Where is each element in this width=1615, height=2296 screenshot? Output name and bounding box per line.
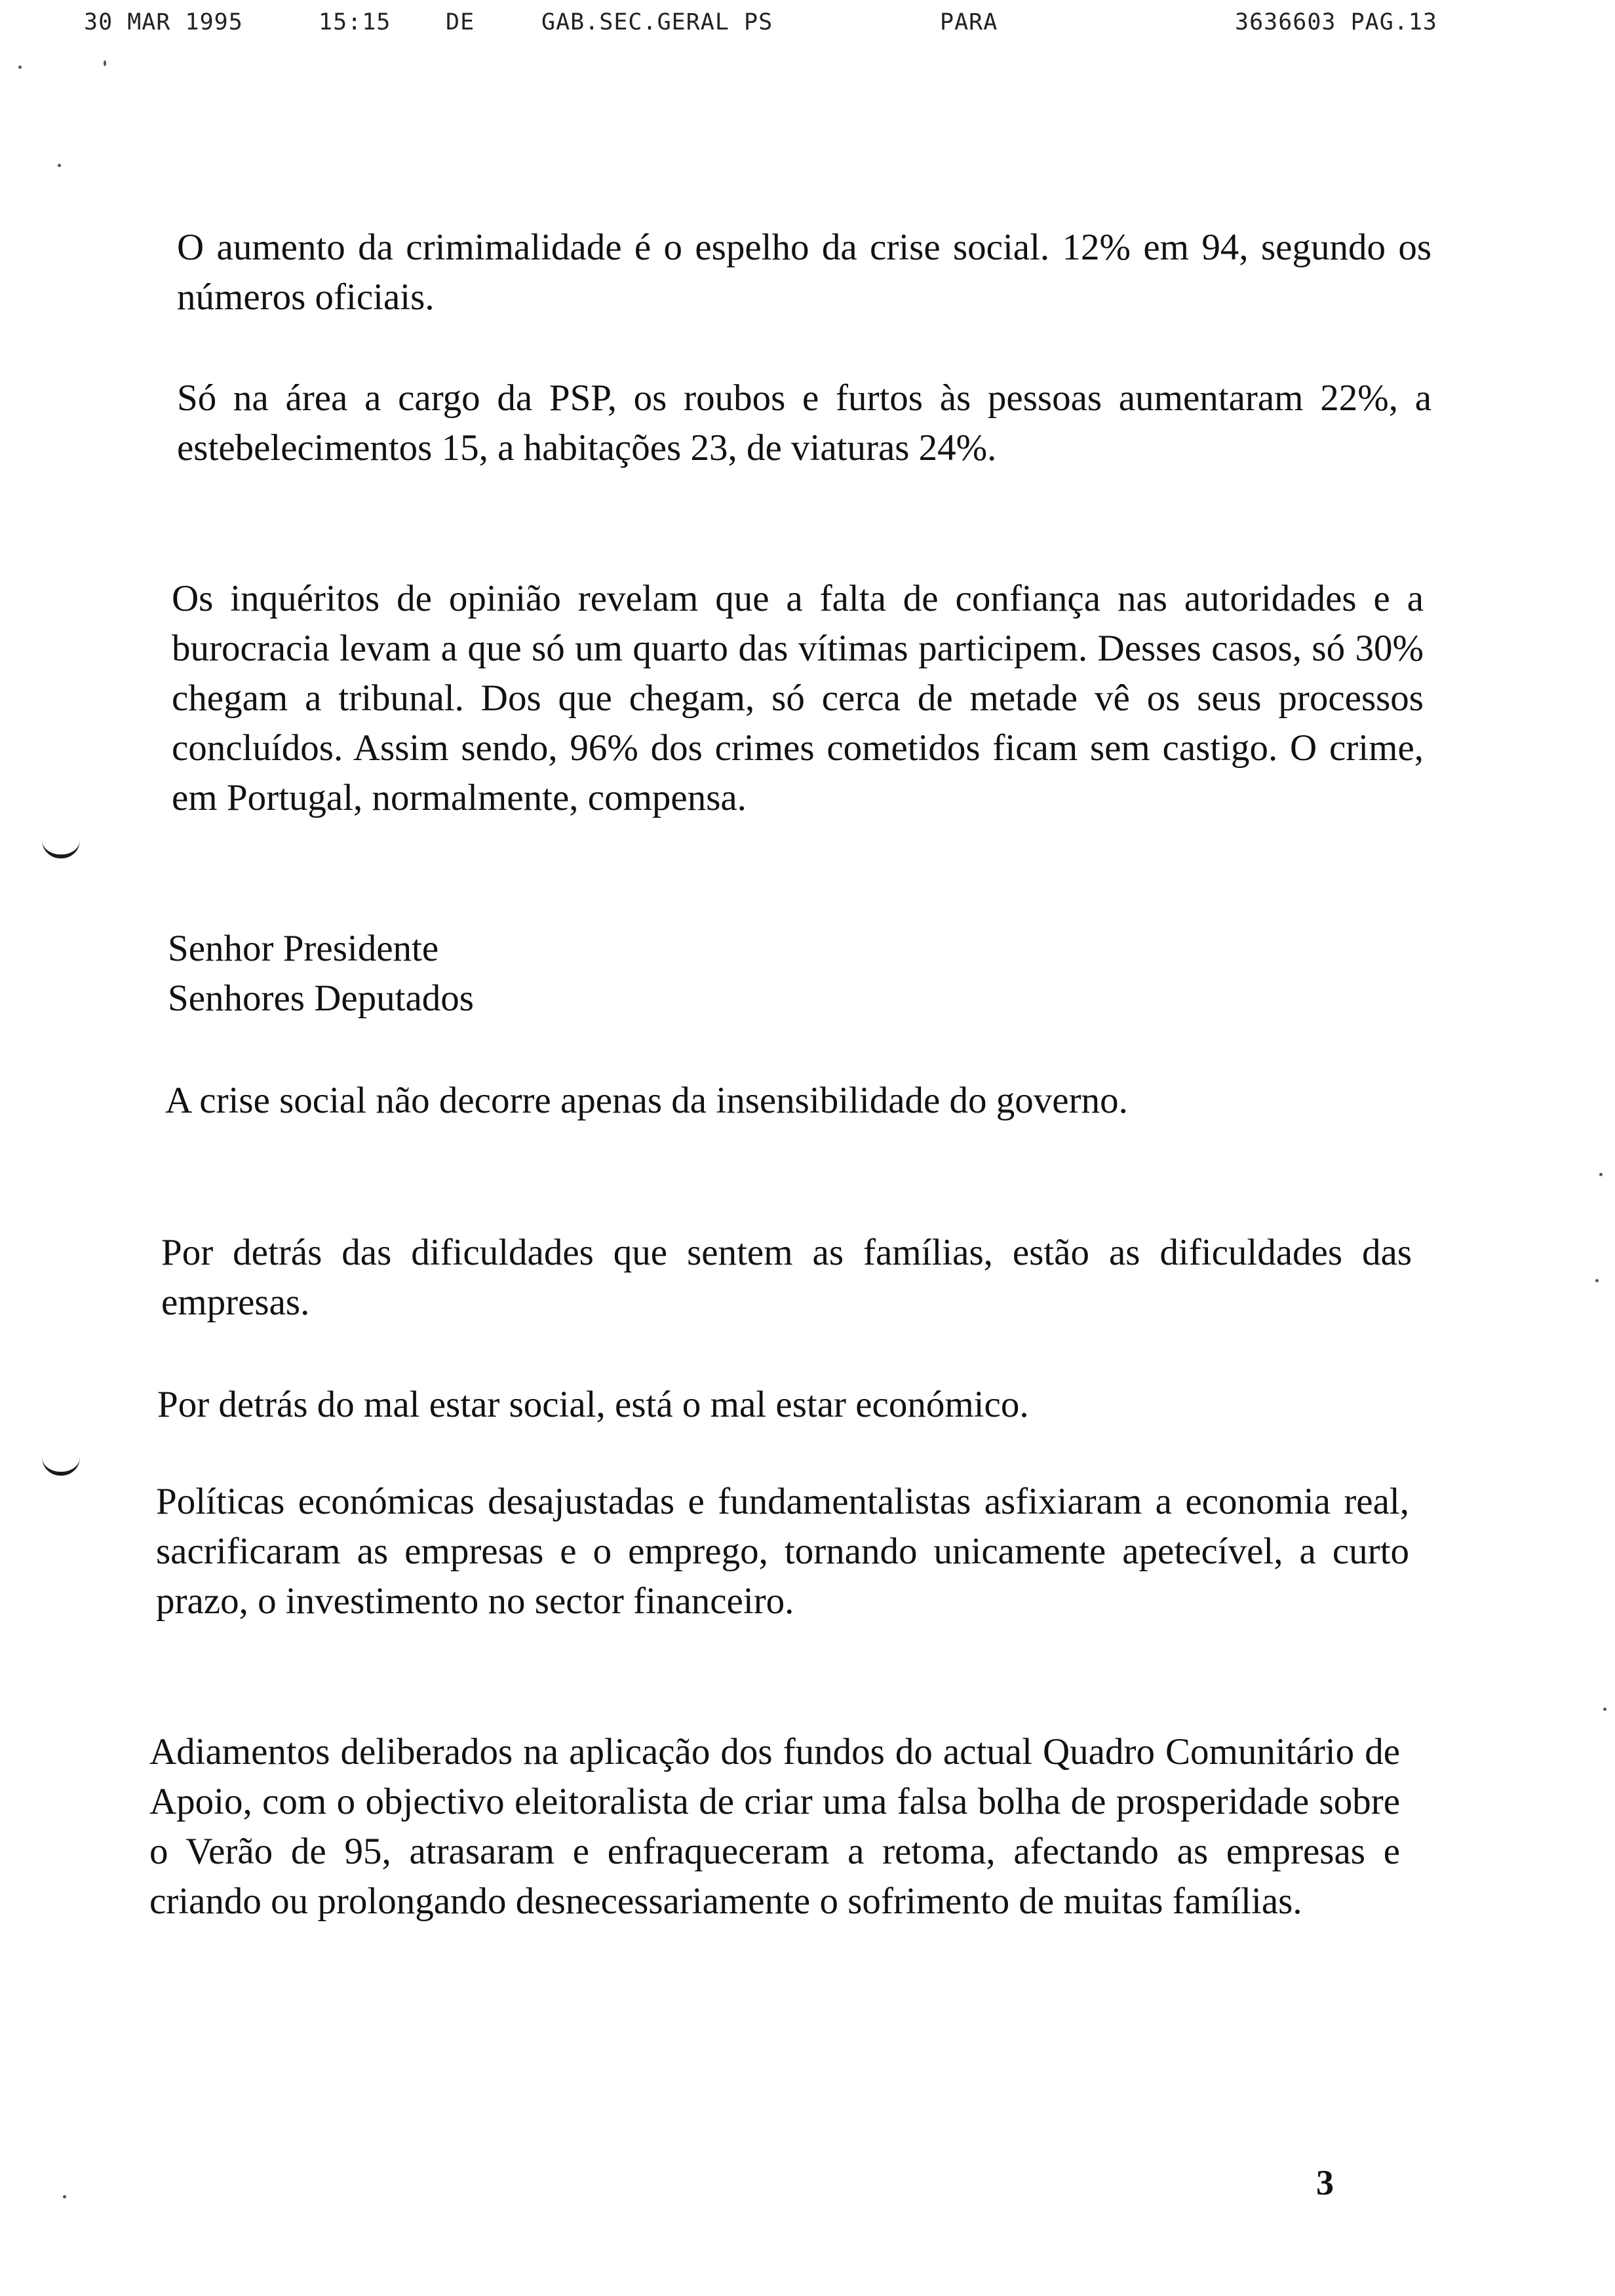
fax-to-label: PARA [940, 9, 998, 35]
fax-number-page: 3636603 PAG.13 [1235, 9, 1438, 35]
scan-speck [104, 60, 106, 66]
salutation-line: Senhores Deputados [168, 978, 474, 1019]
body-paragraph: O aumento da crimimalidade é o espelho da crise social. 12% em 94, segundo os números oficiais. [177, 227, 1431, 318]
margin-tick-mark [42, 840, 80, 858]
body-paragraph: Por detrás do mal estar social, está o mal estar económico. [157, 1384, 1029, 1425]
body-paragraph: Os inquéritos de opinião revelam que a falta de confiança nas autoridades e a burocracia levam a que só um quarto das vítimas participem. Desses casos, só 30% chegam a tribunal. Dos que chegam, só cerca de metade vê os seus processos concluídos. Assim sendo, 96% dos crimes cometidos ficam sem castigo. O crime, em Portugal, normalmente, compensa. [172, 578, 1424, 818]
scan-speck [63, 2195, 66, 2198]
fax-from-label: DE [446, 9, 475, 35]
body-paragraph: Adiamentos deliberados na aplicação dos fundos do actual Quadro Comunitário de Apoio, com o objectivo eleitoralista de criar uma falsa bolha de prosperidade sobre o Verão de 95, atrasaram e enfraqueceram a retoma, afectando as empresas e criando ou prolongando desnecessariamente o sofrimento de muitas famílias. [149, 1731, 1400, 1922]
margin-tick-mark [42, 1457, 80, 1476]
fax-sender: GAB.SEC.GERAL PS [541, 9, 773, 35]
scan-speck [58, 164, 61, 167]
salutation-line: Senhor Presidente [168, 928, 439, 969]
page-number: 3 [1316, 2163, 1334, 2202]
body-paragraph: Só na área a cargo da PSP, os roubos e furtos às pessoas aumentaram 22%, a estebelecimentos 15, a habitações 23, de viaturas 24%. [177, 377, 1431, 469]
scan-speck [1595, 1279, 1599, 1282]
body-paragraph: A crise social não decorre apenas da insensibilidade do governo. [165, 1080, 1128, 1121]
salutation [168, 924, 823, 1024]
scan-speck [1599, 1173, 1603, 1176]
fax-time: 15:15 [319, 9, 391, 35]
scan-speck [18, 66, 22, 69]
fax-date: 30 MAR 1995 [84, 9, 243, 35]
body-paragraph: Por detrás das dificuldades que sentem as famílias, estão as dificuldades das empresas. [161, 1232, 1412, 1323]
scan-speck [1603, 1708, 1606, 1711]
body-paragraph: Políticas económicas desajustadas e fundamentalistas asfixiaram a economia real, sacrificaram as empresas e o emprego, tornando unicamente apetecível, a curto prazo, o investimento no sector financeiro. [156, 1481, 1409, 1622]
fax-header [0, 9, 1615, 42]
